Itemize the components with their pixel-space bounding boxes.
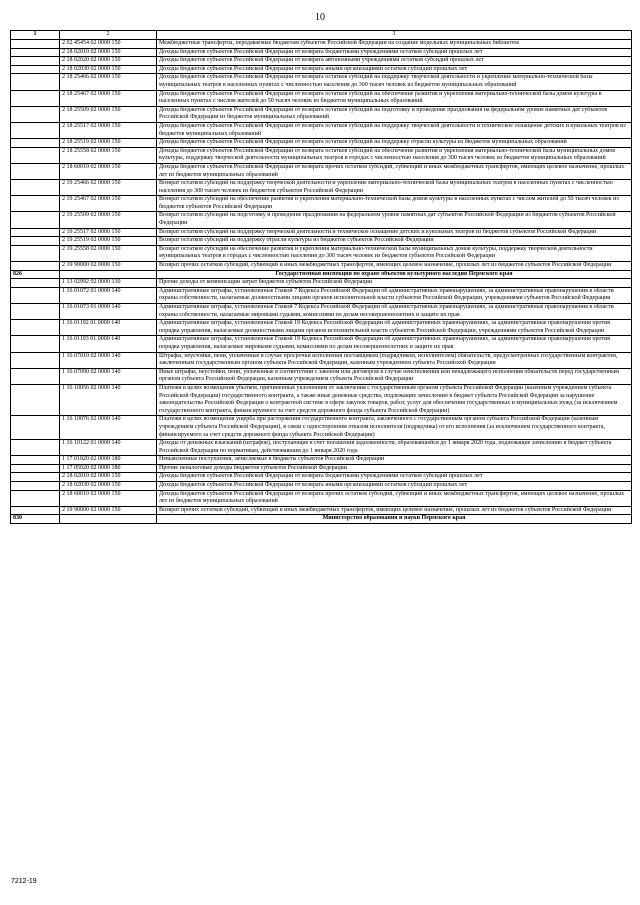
admin-code-cell (11, 90, 60, 106)
description-cell: Прочие доходы от компенсации затрат бюджетов субъектов Российской Федерации (157, 279, 632, 288)
admin-code-cell (11, 147, 60, 163)
admin-code-cell: 830 (11, 515, 60, 524)
description-cell: Доходы бюджетов субъектов Российской Федерации от возврата остатков субсидий на обеспечение развития и укрепления материально-технической базы муниципальных домов культуры, поддержку творческой деятельности муниципальных театров в городах с численностью населения до 300 тысяч человек из бюджетов муниципальных образований (157, 147, 632, 163)
revenue-code-cell: 1 16 10122 01 0000 140 (60, 440, 157, 456)
description-cell: Доходы бюджетов субъектов Российской Федерации от возврата прочих остатков субсидий, субвенций и иных межбюджетных трансфертов, имеющих целевое назначение, прошлых лет из бюджетов муниципальных образований (157, 490, 632, 506)
description-cell: Возврат остатков субсидий на обеспечение развития и укрепления материально-технической базы домов культуры в населенных пунктах с числом жителей до 50 тысяч человек из бюджетов субъектов Российской Федерации (157, 196, 632, 212)
admin-code-cell (11, 482, 60, 491)
description-cell: Возврат остатков субсидий на подготовку и проведение празднования на федеральном уровне памятных дат субъектов Российской Федерации из бюджетов субъектов Российской Федерации (157, 212, 632, 228)
description-cell: Платежи в целях возмещения убытков, причиненных уклонением от заключения с государственным органом субъекта Российской Федерации (казенным учреждением субъекта Российской Федерации) государственного контракта, а также иные денежные средства, подлежащие зачислению в бюджет субъекта Российской Федерации за нарушение законодательства Российской Федерации о контрактной системе в сфере закупок товаров, работ, услуг для обеспечения государственных и муниципальных нужд (за исключением государственного контракта, финансируемого за счет средств дорожного фонда субъекта Российской Федерации) (157, 384, 632, 415)
revenue-code-cell: 2 18 60010 02 0000 150 (60, 490, 157, 506)
revenue-code-cell: 2 18 02010 02 0000 150 (60, 473, 157, 482)
admin-code-cell (11, 237, 60, 246)
admin-code-cell (11, 65, 60, 74)
description-cell: Невыясненные поступления, зачисляемые в бюджеты субъектов Российской Федерации (157, 456, 632, 465)
revenue-code-cell: 2 18 02010 02 0000 150 (60, 48, 157, 57)
admin-code-cell (11, 180, 60, 196)
revenue-code-cell: 2 18 25466 02 0000 150 (60, 74, 157, 90)
admin-code-cell (11, 48, 60, 57)
revenue-code-cell: 2 19 90000 02 0000 150 (60, 262, 157, 271)
table-row (11, 416, 632, 440)
table-row (11, 279, 632, 288)
admin-code-cell (11, 416, 60, 440)
footer-code: 7212-19 (11, 878, 37, 885)
description-cell: Доходы бюджетов субъектов Российской Федерации от возврата остатков субсидий на подготовку и проведение празднования на федеральном уровне памятных дат субъектов Российской Федерации из бюджетов муниципальных образований (157, 106, 632, 122)
revenue-code-cell: 1 13 02992 02 0000 130 (60, 279, 157, 288)
table-header-row (11, 31, 632, 40)
admin-code-cell (11, 139, 60, 148)
revenue-code-cell: 2 19 25558 02 0000 150 (60, 245, 157, 261)
admin-code-cell (11, 456, 60, 465)
group-row (11, 270, 632, 279)
table-row (11, 304, 632, 320)
revenue-code-cell: 2 18 25558 02 0000 150 (60, 147, 157, 163)
description-cell: Возврат прочих остатков субсидий, субвенций и иных межбюджетных трансфертов, имеющих целевое назначение, прошлых лет из бюджетов субъектов Российской Федерации (157, 262, 632, 271)
table-row (11, 40, 632, 49)
admin-code-cell (11, 440, 60, 456)
admin-code-cell (11, 196, 60, 212)
description-cell: Доходы бюджетов субъектов Российской Федерации от возврата остатков субсидий на поддержку творческой деятельности и укрепление материально-технической базы муниципальных театров в населенных пунктах с численностью населения до 300 тысяч человек из бюджетов муниципальных образований (157, 74, 632, 90)
revenue-code-cell: 2 19 90000 02 0000 150 (60, 506, 157, 515)
description-cell: Прочие неналоговые доходы бюджетов субъектов Российской Федерации (157, 464, 632, 473)
table-row (11, 180, 632, 196)
page-number: 10 (315, 12, 325, 23)
table-row (11, 212, 632, 228)
table-row (11, 440, 632, 456)
description-cell: Возврат остатков субсидий на поддержку отрасли культуры из бюджетов субъектов Российской Федерации (157, 237, 632, 246)
description-cell: Административные штрафы, установленные Главой 7 Кодекса Российской Федерации об административных правонарушениях, за административные правонарушения в области охраны собственности, налагаемые должностными лицами органов исполнительной власти субъектов Российской Федерации, учреждениями субъектов Российской Федерации (157, 287, 632, 303)
revenue-code-cell: 2 19 25509 02 0000 150 (60, 212, 157, 228)
admin-code-cell (11, 57, 60, 66)
table-row (11, 368, 632, 384)
table-row (11, 228, 632, 237)
revenue-code-cell: 1 16 01193 01 0000 140 (60, 336, 157, 352)
description-cell: Доходы бюджетов субъектов Российской Федерации от возврата бюджетными учреждениями остатков субсидий прошлых лет (157, 473, 632, 482)
description-cell: Доходы бюджетов субъектов Российской Федерации от возврата автономными учреждениями остатков субсидий прошлых лет (157, 57, 632, 66)
revenue-code-cell: 2 18 25467 02 0000 150 (60, 90, 157, 106)
revenue-code-cell: 2 18 02030 02 0000 150 (60, 65, 157, 74)
table-row (11, 490, 632, 506)
column-header-1: 1 (11, 31, 60, 40)
description-cell: Доходы бюджетов субъектов Российской Федерации от возврата прочих остатков субсидий, субвенций и иных межбюджетных трансфертов, имеющих целевое назначение, прошлых лет из бюджетов муниципальных образований (157, 163, 632, 179)
admin-code-cell (11, 212, 60, 228)
table-row (11, 245, 632, 261)
description-cell: Доходы бюджетов субъектов Российской Федерации от возврата иными организациями остатков субсидий прошлых лет (157, 65, 632, 74)
table-row (11, 320, 632, 336)
revenue-code-cell (60, 515, 157, 524)
admin-code-cell (11, 245, 60, 261)
description-cell: Иные штрафы, неустойки, пени, уплаченные в соответствии с законом или договором в случае неисполнения или ненадлежащего исполнения обязательств перед государственным органом субъекта Российской Федерации, казенным учреждением субъекта Российской Федерации (157, 368, 632, 384)
description-cell: Доходы бюджетов субъектов Российской Федерации от возврата остатков субсидий на обеспечение развития и укрепления материально-технической базы домов культуры в населенных пунктах с числом жителей до 50 тысяч человек из бюджетов муниципальных образований (157, 90, 632, 106)
revenue-code-cell: 2 19 25517 02 0000 150 (60, 228, 157, 237)
description-cell: Доходы бюджетов субъектов Российской Федерации от возврата остатков субсидий на поддержку творческой деятельности и техническое оснащение детских и кукольных театров из бюджетов муниципальных образований (157, 122, 632, 138)
description-cell: Государственная инспекция по охране объектов культурного наследия Пермского края (157, 270, 632, 279)
description-cell: Административные штрафы, установленные Главой 7 Кодекса Российской Федерации об административных правонарушениях, за административные правонарушения в области охраны собственности, налагаемые мировыми судьями, комиссиями по делам несовершеннолетних и защите их прав (157, 304, 632, 320)
revenue-code-cell: 1 16 07090 02 0000 140 (60, 368, 157, 384)
group-row (11, 515, 632, 524)
revenue-code-cell: 2 19 25467 02 0000 150 (60, 196, 157, 212)
description-cell: Межбюджетные трансферты, передаваемые бюджетам субъектов Российской Федерации на создание модельных муниципальных библиотек (157, 40, 632, 49)
table-row (11, 336, 632, 352)
table-row (11, 163, 632, 179)
admin-code-cell (11, 336, 60, 352)
description-cell: Возврат остатков субсидий на поддержку творческой деятельности и техническое оснащение детских и кукольных театров из бюджетов субъектов Российской Федерации (157, 228, 632, 237)
revenue-code-cell: 2 18 25519 02 0000 150 (60, 139, 157, 148)
description-cell: Возврат остатков субсидий на поддержку творческой деятельности и укрепление материально-технической базы муниципальных театров в населенных пунктах с численностью населения до 300 тысяч человек из бюджетов субъектов Российской Федерации (157, 180, 632, 196)
table-row (11, 106, 632, 122)
revenue-code-cell: 2 19 25466 02 0000 150 (60, 180, 157, 196)
admin-code-cell (11, 287, 60, 303)
admin-code-cell (11, 384, 60, 415)
admin-code-cell (11, 490, 60, 506)
table-row (11, 122, 632, 138)
description-cell: Административные штрафы, установленные Главой 19 Кодекса Российской Федерации об административных правонарушениях, за административные правонарушения против порядка управления, налагаемые должностными лицами органов исполнительной власти субъектов Российской Федерации, учреждениями субъектов Российской Федерации (157, 320, 632, 336)
admin-code-cell (11, 464, 60, 473)
admin-code-cell (11, 106, 60, 122)
revenue-code-cell: 2 18 25509 02 0000 150 (60, 106, 157, 122)
column-header-3: 3 (157, 31, 632, 40)
description-cell: Возврат остатков субсидий на обеспечение развития и укрепления материально-технической базы муниципальных домов культуры, поддержку творческой деятельности муниципальных театров в городах с численностью населения до 300 тысяч человек из бюджетов субъектов Российской Федерации (157, 245, 632, 261)
table-row (11, 90, 632, 106)
revenue-code-cell: 1 17 01020 02 0000 180 (60, 456, 157, 465)
description-cell: Министерство образования и науки Пермского края (157, 515, 632, 524)
admin-code-cell (11, 506, 60, 515)
revenue-code-cell: 2 18 60010 02 0000 150 (60, 163, 157, 179)
admin-code-cell (11, 74, 60, 90)
table-row (11, 464, 632, 473)
admin-code-cell (11, 262, 60, 271)
admin-code-cell (11, 228, 60, 237)
revenue-code-cell: 1 16 10076 02 0000 140 (60, 416, 157, 440)
revenue-code-cell: 1 16 01072 01 0000 140 (60, 287, 157, 303)
admin-code-cell (11, 368, 60, 384)
column-header-2: 2 (60, 31, 157, 40)
table-row (11, 473, 632, 482)
table-row (11, 196, 632, 212)
description-cell: Доходы бюджетов субъектов Российской Федерации от возврата иными организациями остатков субсидий прошлых лет (157, 482, 632, 491)
table-row (11, 352, 632, 368)
revenue-code-cell: 2 18 02030 02 0000 150 (60, 482, 157, 491)
table-row (11, 456, 632, 465)
revenue-code-cell (60, 270, 157, 279)
table-row (11, 139, 632, 148)
table-row (11, 482, 632, 491)
description-cell: Возврат прочих остатков субсидий, субвенций и иных межбюджетных трансфертов, имеющих целевое назначение, прошлых лет из бюджетов субъектов Российской Федерации (157, 506, 632, 515)
description-cell: Административные штрафы, установленные Главой 19 Кодекса Российской Федерации об административных правонарушениях, за административные правонарушения против порядка управления, налагаемые мировыми судьями, комиссиями по делам несовершеннолетних и защите их прав (157, 336, 632, 352)
admin-code-cell (11, 279, 60, 288)
admin-code-cell (11, 304, 60, 320)
admin-code-cell (11, 40, 60, 49)
table-row (11, 48, 632, 57)
revenue-code-cell: 1 16 10056 02 0000 140 (60, 384, 157, 415)
table-row (11, 262, 632, 271)
revenue-code-cell: 1 16 07010 02 0000 140 (60, 352, 157, 368)
description-cell: Доходы бюджетов субъектов Российской Федерации от возврата остатков субсидий на поддержку отрасли культуры из бюджетов муниципальных образований (157, 139, 632, 148)
description-cell: Доходы бюджетов субъектов Российской Федерации от возврата бюджетными учреждениями остатков субсидий прошлых лет (157, 48, 632, 57)
table-row (11, 384, 632, 415)
admin-code-cell (11, 320, 60, 336)
description-cell: Доходы от денежных взысканий (штрафов), поступающие в счет погашения задолженности, образовавшейся до 1 января 2020 года, подлежащие зачислению в бюджет субъекта Российской Федерации по нормативам, действовавшим до 1 января 2020 года (157, 440, 632, 456)
revenue-code-cell: 1 16 01192 01 0000 140 (60, 320, 157, 336)
table-row (11, 237, 632, 246)
admin-code-cell (11, 473, 60, 482)
revenue-code-cell: 1 16 01073 01 0000 140 (60, 304, 157, 320)
revenue-code-cell: 2 18 25517 02 0000 150 (60, 122, 157, 138)
table-row (11, 65, 632, 74)
table-row (11, 287, 632, 303)
admin-code-cell (11, 352, 60, 368)
admin-code-cell: 826 (11, 270, 60, 279)
revenue-codes-table (10, 30, 632, 524)
table-row (11, 506, 632, 515)
table-row (11, 57, 632, 66)
table-row (11, 147, 632, 163)
revenue-code-cell: 1 17 05020 02 0000 180 (60, 464, 157, 473)
table-row (11, 74, 632, 90)
admin-code-cell (11, 122, 60, 138)
description-cell: Платежи в целях возмещения ущерба при расторжении государственного контракта, заключенного с государственным органом субъекта Российской Федерации (казенным учреждением субъекта Российской Федерации), в связи с односторонним отказом исполнителя (подрядчика) от его исполнения (за исключением государственного контракта, финансируемого за счет средств дорожного фонда субъекта Российской Федерации) (157, 416, 632, 440)
description-cell: Штрафы, неустойки, пени, уплаченные в случае просрочки исполнения поставщиком (подрядчиком, исполнителем) обязательств, предусмотренных государственным контрактом, заключенным государственным органом субъекта Российской Федерации, казенным учреждением субъекта Российской Федерации (157, 352, 632, 368)
revenue-code-cell: 2 19 25519 02 0000 150 (60, 237, 157, 246)
revenue-code-cell: 2 02 45454 02 0000 150 (60, 40, 157, 49)
revenue-code-cell: 2 18 02020 02 0000 150 (60, 57, 157, 66)
admin-code-cell (11, 163, 60, 179)
